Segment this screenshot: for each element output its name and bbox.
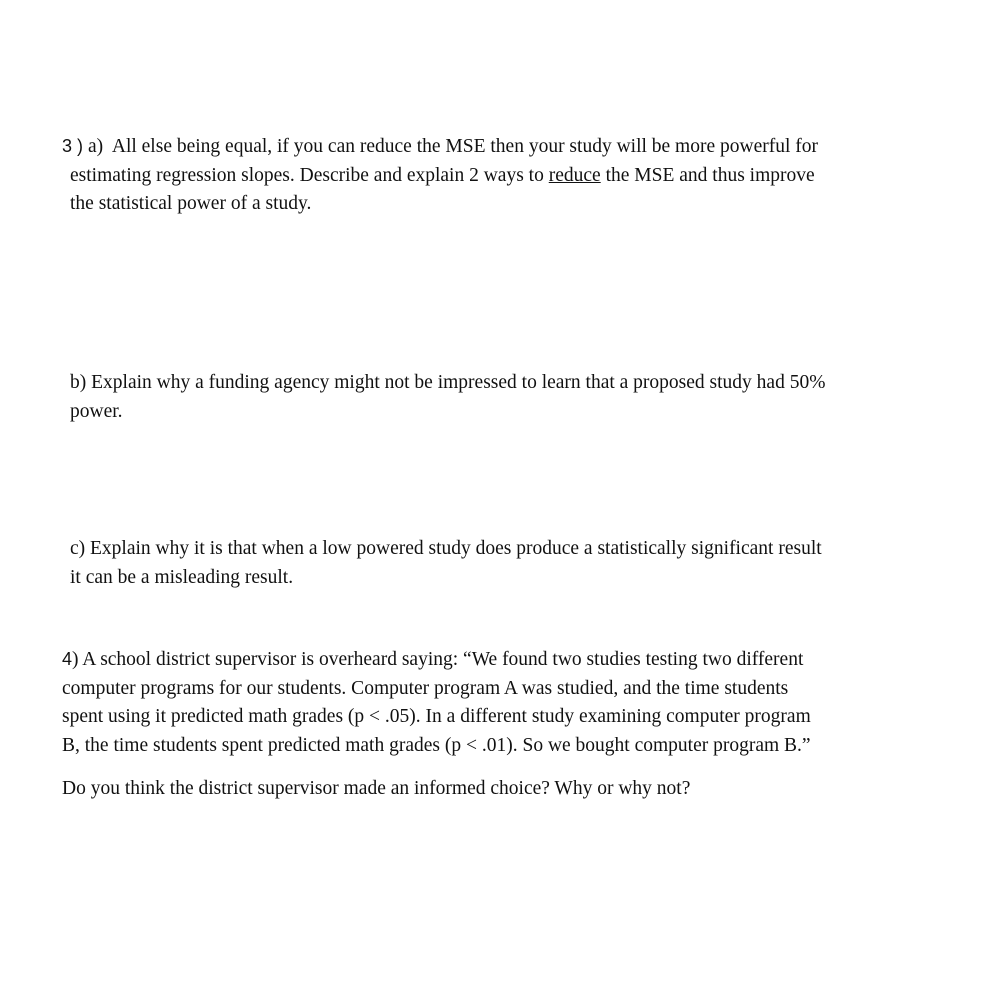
question-3a-line-1: 3 ) a) All else being equal, if you can reduce the MSE then your study will be more powerful for bbox=[62, 136, 819, 157]
question-3a-text-2a: estimating regression slopes. Describe and explain 2 ways to bbox=[70, 164, 549, 186]
question-3a bbox=[62, 132, 818, 219]
question-3b-line-2: power. bbox=[70, 400, 123, 422]
question-3a-label: a) bbox=[88, 136, 104, 157]
question-3a-line-2 bbox=[62, 162, 818, 191]
question-4-line-2: computer programs for our students. Computer program A was studied, and the time students bbox=[62, 677, 789, 699]
question-3b bbox=[70, 369, 825, 426]
question-4-text-1: ) A school district supervisor is overheard saying: “We found two studies testing two different bbox=[72, 649, 804, 670]
question-4-followup-text: Do you think the district supervisor made an informed choice? Why or why not? bbox=[62, 778, 691, 799]
question-3c-line-2: it can be a misleading result. bbox=[70, 566, 294, 588]
question-4 bbox=[62, 645, 811, 760]
question-3-number: 3 bbox=[62, 136, 73, 156]
question-3a-line-3: the statistical power of a study. bbox=[70, 193, 312, 214]
underlined-reduce: reduce bbox=[548, 164, 601, 186]
question-3b-line-1: b) Explain why a funding agency might not be impressed to learn that a proposed study had 50% bbox=[70, 372, 826, 393]
question-3c-line-1: c) Explain why it is that when a low powered study does produce a statistically significant result bbox=[70, 538, 822, 559]
question-4-number: 4 bbox=[62, 649, 73, 669]
question-4-line-1 bbox=[62, 645, 811, 675]
question-4-line-3: spent using it predicted math grades (p < .05). In a different study examining computer program bbox=[62, 706, 811, 727]
question-3a-text-1: All else being equal, if you can reduce the MSE then your study will be more powerful for bbox=[111, 136, 819, 157]
question-3c bbox=[70, 535, 822, 592]
question-3a-text-2b: the MSE and thus improve bbox=[600, 164, 815, 186]
question-4-followup bbox=[62, 775, 690, 804]
question-4-line-4: B, the time students spent predicted math grades (p < .01). So we bought computer program B.” bbox=[62, 734, 811, 756]
